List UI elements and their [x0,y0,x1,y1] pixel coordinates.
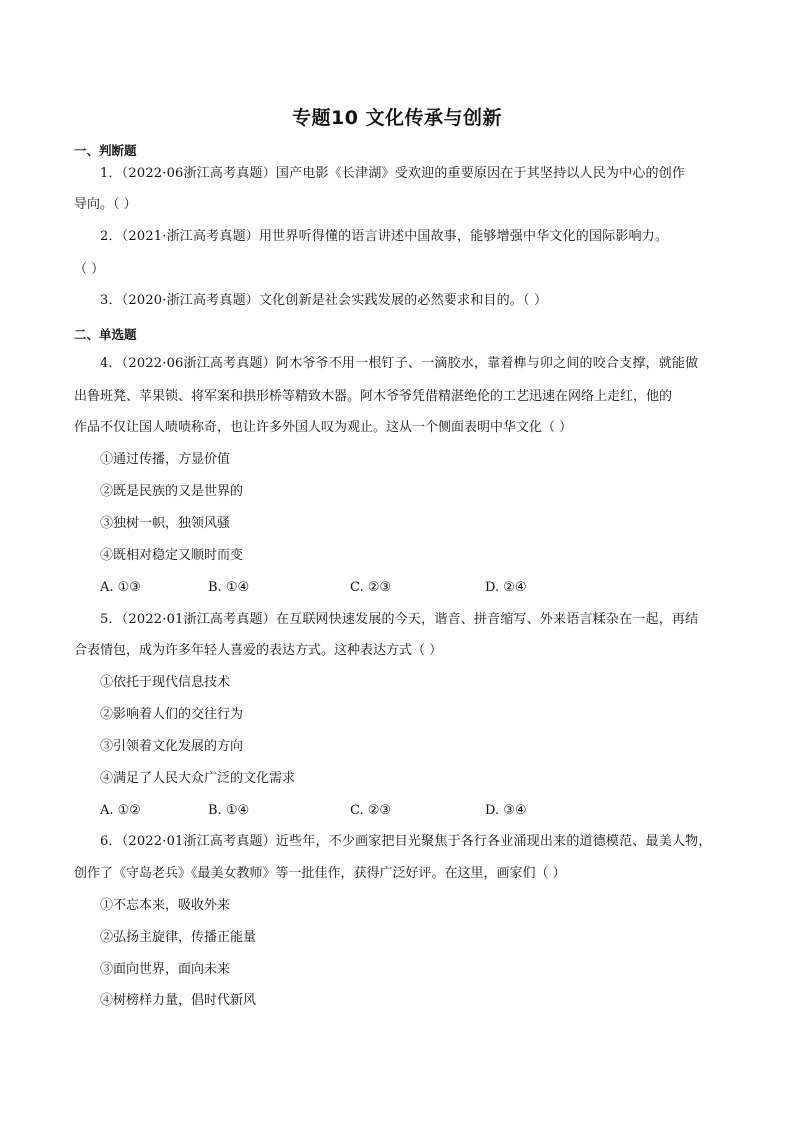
section-heading-single-choice: 二、单选题 [74,327,137,342]
option-d: D. ②④ [485,580,527,595]
question-4-item-1: ①通过传播，方显价值 [100,452,231,467]
option-b: B. ①④ [208,580,250,595]
question-1-line-2: 导向。（ ） [74,197,137,212]
question-5-item-3: ③引领着文化发展的方向 [100,739,244,754]
option-c: C. ②③ [350,803,392,818]
option-c: C. ②③ [350,580,392,595]
question-5-line-1: 5．（2022·01浙江高考真题）在互联网快速发展的今天，谐音、拼音缩写、外来语言糅杂在一起，再结 [100,612,699,627]
section-heading-judgement: 一、判断题 [74,143,137,158]
option-a: A. ①② [100,803,141,818]
question-6-item-1: ①不忘本来，吸收外来 [100,898,231,913]
page-title: 专题10 文化传承与创新 [291,107,503,129]
question-6-item-2: ②弘扬主旋律，传播正能量 [100,930,257,945]
question-5-item-1: ①依托于现代信息技术 [100,675,231,690]
question-2-line-2: （ ） [74,262,105,277]
question-4-item-4: ④既相对稳定又顺时而变 [100,548,244,563]
question-4-item-2: ②既是民族的又是世界的 [100,484,244,499]
question-4-item-3: ③独树一帜，独领风骚 [100,516,231,531]
question-1-line-1: 1．（2022·06浙江高考真题）国产电影《长津湖》受欢迎的重要原因在于其坚持以人民为中心的创作 [100,166,686,181]
question-5-line-2: 合表情包，成为许多年轻人喜爱的表达方式。这种表达方式（ ） [74,643,443,658]
option-d: D. ③④ [485,803,527,818]
question-2-line-1: 2．（2021·浙江高考真题）用世界听得懂的语言讲述中国故事，能够增强中华文化的国际影响力。 [100,229,669,244]
question-4-line-2: 出鲁班凳、苹果锁、将军案和拱形桥等精致木器。阿木爷爷凭借精湛绝伦的工艺迅速在网络上走红，他的 [74,389,673,404]
question-6-item-4: ④树榜样力量，倡时代新风 [100,993,257,1008]
question-6-item-3: ③面向世界，面向未来 [100,962,231,977]
question-5-item-2: ②影响着人们的交往行为 [100,707,244,722]
question-4-line-1: 4．（2022·06浙江高考真题）阿木爷爷不用一根钉子、一滴胶水，靠着榫与卯之间的咬合支撑，就能做 [100,356,699,371]
question-4-line-3: 作品不仅让国人啧啧称奇，也让许多外国人叹为观止。这从一个侧面表明中华文化（ ） [74,420,573,435]
option-a: A. ①③ [100,580,141,595]
question-5-item-4: ④满足了人民大众广泛的文化需求 [100,771,296,786]
question-3-line-1: 3．（2020·浙江高考真题）文化创新是社会实践发展的必然要求和目的。（ ） [100,293,548,308]
question-6-line-1: 6．（2022·01浙江高考真题）近些年，不少画家把目光聚焦于各行各业涌现出来的道德模范、最美人物， [100,834,712,849]
question-6-line-2: 创作了《守岛老兵》《最美女教师》等一批佳作，获得广泛好评。在这里，画家们（ ） [74,866,566,881]
option-b: B. ①④ [208,803,250,818]
